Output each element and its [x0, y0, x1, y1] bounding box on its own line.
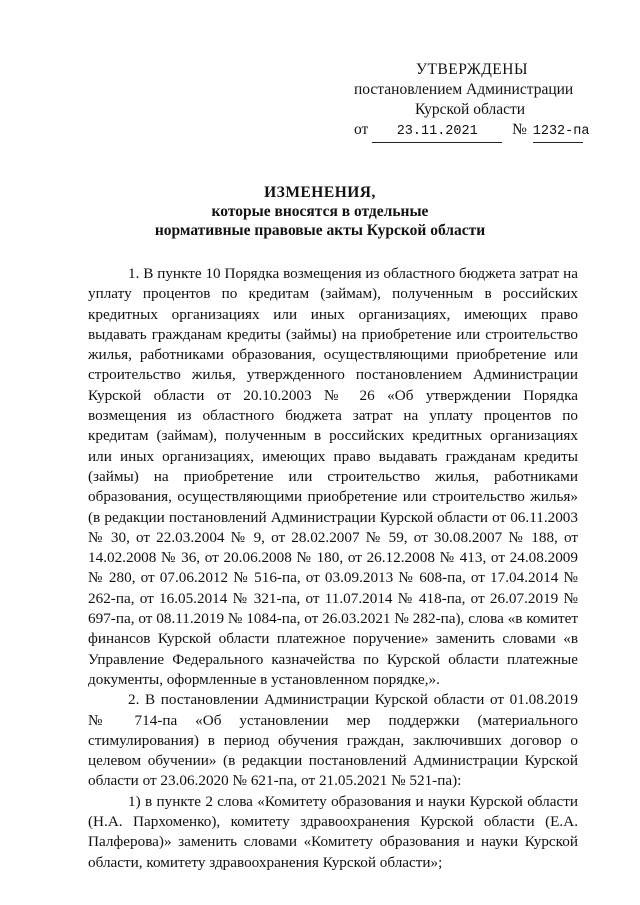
title-line-2: которые вносятся в отдельные	[211, 203, 429, 220]
paragraph-2-item-1: 1) в пункте 2 слова «Комитету образования и науки Курской области (Н.А. Пархоменко), комитету здравоохранения Курской области (Е.А. Палферова)» заменить словами «Комитету образования и науки Курской области, комитету здравоохранения Курской области»;	[88, 792, 578, 871]
approval-date-number-line	[352, 120, 592, 143]
approval-heading: УТВЕРЖДЕНЫ	[416, 61, 528, 78]
document-title	[0, 183, 640, 240]
approval-number: 1232-па	[533, 122, 583, 143]
title-line-3: нормативные правовые акты Курской области	[154, 222, 486, 239]
approval-authority: постановлением Администрации	[354, 81, 574, 98]
number-label: №	[512, 121, 527, 138]
from-label: от	[354, 121, 369, 138]
approval-region: Курской области	[415, 101, 526, 118]
title-line-1: ИЗМЕНЕНИЯ,	[264, 184, 376, 201]
approval-date: 23.11.2021	[372, 122, 502, 143]
document-body	[88, 264, 578, 873]
paragraph-2: 2. В постановлении Администрации Курской области от 01.08.2019 № 714-па «Об установлении мер поддержки (материального стимулирования) в период обучения граждан, заключивших договор о целевом обучении» (в редакции постановлений Администрации Курской области от 23.06.2020 № 621-па, от 21.05.2021 № 521-па):	[88, 691, 578, 790]
approval-block	[352, 60, 592, 143]
paragraph-1: 1. В пункте 10 Порядка возмещения из областного бюджета затрат на уплату процентов по кредитам (займам), полученным в российских кредитных организациях или иных организациях, имеющих право выдавать гражданам кредиты (займы) на приобретение или строительство жилья, работниками образования, осуществляющими приобретение или строительство жилья, утвержденного постановлением Администрации Курской области от 20.10.2003 № 26 «Об утверждении Порядка возмещения из областного бюджета затрат на уплату процентов по кредитам (займам), полученным в российских кредитных организациях или иных организациях, имеющих право выдавать гражданам кредиты (займы) на приобретение или строительство жилья, работниками образования, осуществляющими приобретение или строительство жилья» (в редакции постановлений Администрации Курской области от 06.11.2003 № 30, от 22.03.2004 № 9, от 28.02.2007 № 59, от 30.08.2007 № 188, от 14.02.2008 № 36, от 20.06.2008 № 180, от 26.12.2008 № 413, от 24.08.2009 № 280, от 07.06.2012 № 516-па, от 03.09.2013 № 608-па, от 17.04.2014 № 262-па, от 16.05.2014 № 321-па, от 11.07.2014 № 418-па, от 26.07.2019 № 697-па, от 08.11.2019 № 1084-па, от 26.03.2021 № 282-па), слова «в комитет финансов Курской области платежное поручение» заменить словами «в Управление Федерального казначейства по Курской области платежные документы, оформленные в установленном порядке,».	[88, 265, 578, 688]
